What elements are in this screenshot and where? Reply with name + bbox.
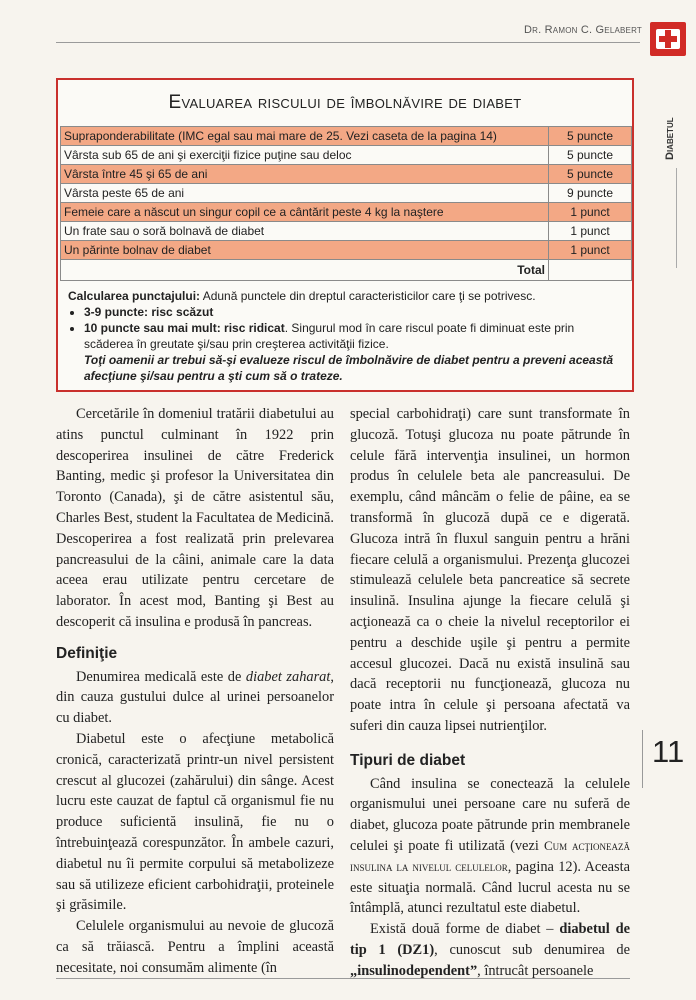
risk-table-row bbox=[61, 184, 632, 203]
side-rule bbox=[676, 168, 677, 268]
paragraph: Cercetările în domeniul tratării diabetului au atins punctul culminant în 1922 prin descoperirea insulinei de către Frederick Banting, medic şi profesor la Universitatea din Toronto (Canada), şi de către asistentul său, Charles Best, student la Facultatea de Medicină. Descoperirea a fost realizată prin prelevarea pancreasului de la câini, animale care la data aceea erau utilizate pentru cercetare de laborator. În acest mod, Banting şi Best au descoperit că insulina e produsă în pancreas. bbox=[56, 406, 334, 630]
score-high bbox=[84, 320, 624, 352]
bold-term: „insulinodependent” bbox=[350, 962, 478, 979]
bold-term: diabetul de tip 1 (DZ1) bbox=[350, 921, 630, 958]
text-run: , întrucât persoanele bbox=[477, 962, 594, 979]
score-low-text: 3-9 puncte: risc scăzut bbox=[84, 305, 214, 319]
score-calculation bbox=[68, 288, 624, 384]
text-run: , pagina 12). Aceasta este situaţia normală. Când lucrul acesta nu se întâmplă, atunci rezultatul este diabetul. bbox=[350, 858, 630, 917]
score-high-label: 10 puncte sau mai mult: risc ridicat bbox=[84, 321, 285, 335]
section-label: Diabetul bbox=[664, 117, 676, 160]
score-high-text: . Singurul mod în care riscul poate fi diminuat este prin scăderea în greutate şi/sau prin creşterea activităţii fizice. bbox=[84, 321, 575, 351]
cross-reference: Cum acţionează insulina la nivelul celulelor bbox=[350, 837, 630, 874]
total-label: Total bbox=[61, 260, 549, 281]
page-number-rule bbox=[642, 730, 643, 788]
text-run: , din cauza gustului dulce al urinei persoanelor cu diabet. bbox=[56, 668, 334, 727]
risk-box-title: Evaluarea riscului de îmbolnăvire de diabet bbox=[168, 92, 522, 113]
score-low bbox=[84, 304, 624, 320]
risk-factor: Un părinte bolnav de diabet bbox=[61, 241, 549, 260]
text-run: Denumirea medicală este de bbox=[76, 668, 246, 685]
paragraph bbox=[350, 774, 630, 920]
risk-factor: Vârsta sub 65 de ani şi exerciţii fizice puţine sau deloc bbox=[61, 146, 549, 165]
risk-points: 1 punct bbox=[549, 222, 632, 241]
risk-points: 1 punct bbox=[549, 203, 632, 222]
calc-instructions bbox=[68, 288, 624, 304]
risk-table-row bbox=[61, 241, 632, 260]
text-run: Există două forme de diabet – bbox=[370, 921, 560, 938]
heading-definitie: Definiţie bbox=[56, 644, 118, 662]
author-name: Dr. Ramon C. Gelabert bbox=[524, 24, 642, 36]
risk-factor: Vârsta peste 65 de ani bbox=[61, 184, 549, 203]
risk-table-row bbox=[61, 146, 632, 165]
risk-points: 1 punct bbox=[549, 241, 632, 260]
risk-factor: Un frate sau o soră bolnavă de diabet bbox=[61, 222, 549, 241]
calc-label: Calcularea punctajului: bbox=[68, 289, 201, 303]
risk-table-row bbox=[61, 165, 632, 184]
header-rule bbox=[56, 42, 640, 43]
risk-table-row bbox=[61, 203, 632, 222]
risk-points: 5 puncte bbox=[549, 127, 632, 146]
risk-points: 5 puncte bbox=[549, 146, 632, 165]
heading-tipuri-de-diabet: Tipuri de diabet bbox=[350, 751, 466, 769]
medical-cross-icon bbox=[650, 22, 686, 56]
risk-assessment-box bbox=[56, 78, 634, 392]
score-list bbox=[68, 304, 624, 352]
risk-note: Toţi oamenii ar trebui să-şi evalueze riscul de îmbolnăvire de diabet pentru a preveni această afecţiune şi/sau pentru a şti cum să o trateze. bbox=[84, 353, 614, 383]
risk-points: 9 puncte bbox=[549, 184, 632, 203]
right-column bbox=[350, 404, 630, 982]
paragraph: Diabetul este o afecţiune metabolică cronică, caracterizată printr-un nivel persistent crescut al glucozei (zahărului) din sânge. Acest lucru este cauzat de faptul că organismul fie nu produce suficientă insulină, fie nu o întrebuinţează corespunzător. În ambele cazuri, diabetul nu îi permite corpului să metabolizeze sau să utilizeze eficient carbohidraţii, proteinele şi grăsimile. bbox=[56, 730, 334, 914]
left-column bbox=[56, 404, 334, 979]
risk-table-row bbox=[61, 222, 632, 241]
risk-factor: Supraponderabilitate (IMC egal sau mai mare de 25. Vezi caseta de la pagina 14) bbox=[61, 127, 549, 146]
paragraph: Celulele organismului au nevoie de glucoză ca să trăiască. Pentru a împlini această necesitate, noi consumăm alimente (în bbox=[56, 918, 334, 976]
text-run: , cunoscut sub denumirea de bbox=[434, 941, 630, 958]
risk-table bbox=[60, 126, 632, 281]
paragraph bbox=[56, 667, 334, 729]
calc-text: Adună punctele din dreptul caracteristicilor care ţi se potrivesc. bbox=[200, 289, 536, 303]
paragraph bbox=[350, 919, 630, 981]
text-run: Când insulina se conectează la celulele organismului unei persoane care nu suferă de diabet, glucoza poate pătrunde prin membranele celulei şi poate fi utilizată (vezi bbox=[350, 775, 630, 854]
risk-table-row bbox=[61, 127, 632, 146]
risk-points: 5 puncte bbox=[549, 165, 632, 184]
risk-table-total-row bbox=[61, 260, 632, 281]
paragraph: special carbohidraţi) care sunt transformate în glucoză. Totuşi glucoza nu poate pătrunde în celule fără intervenţia insulinei, un hormon produs în celulele beta ale pancreasului. De exemplu, când mâncăm o felie de pâine, ea se transformă în glucoză după ce e digerată. Glucoza intră în fluxul sanguin pentru a hrăni fiecare celulă a organismului. Prezenţa glucozei stimulează celulele beta pancreatice să secrete insulină. Insulina ajunge la fiecare celulă şi acţionează ca o cheie la nivelul receptorilor ei pentru a deschide uşile şi pentru a permite accesul glucozei. Dacă nu există insulină sau dacă receptorii nu funcţionează, glucoza nu poate intra în celule şi persoana afectată va suferi din cauza lipsei nutrienţilor. bbox=[350, 406, 630, 734]
total-value bbox=[549, 260, 632, 281]
footer-rule bbox=[56, 978, 630, 979]
risk-factor: Vârsta între 45 şi 65 de ani bbox=[61, 165, 549, 184]
italic-term: diabet zaharat bbox=[245, 668, 331, 685]
risk-factor: Femeie care a născut un singur copil ce a cântărit peste 4 kg la naştere bbox=[61, 203, 549, 222]
page-number: 11 bbox=[652, 734, 685, 769]
